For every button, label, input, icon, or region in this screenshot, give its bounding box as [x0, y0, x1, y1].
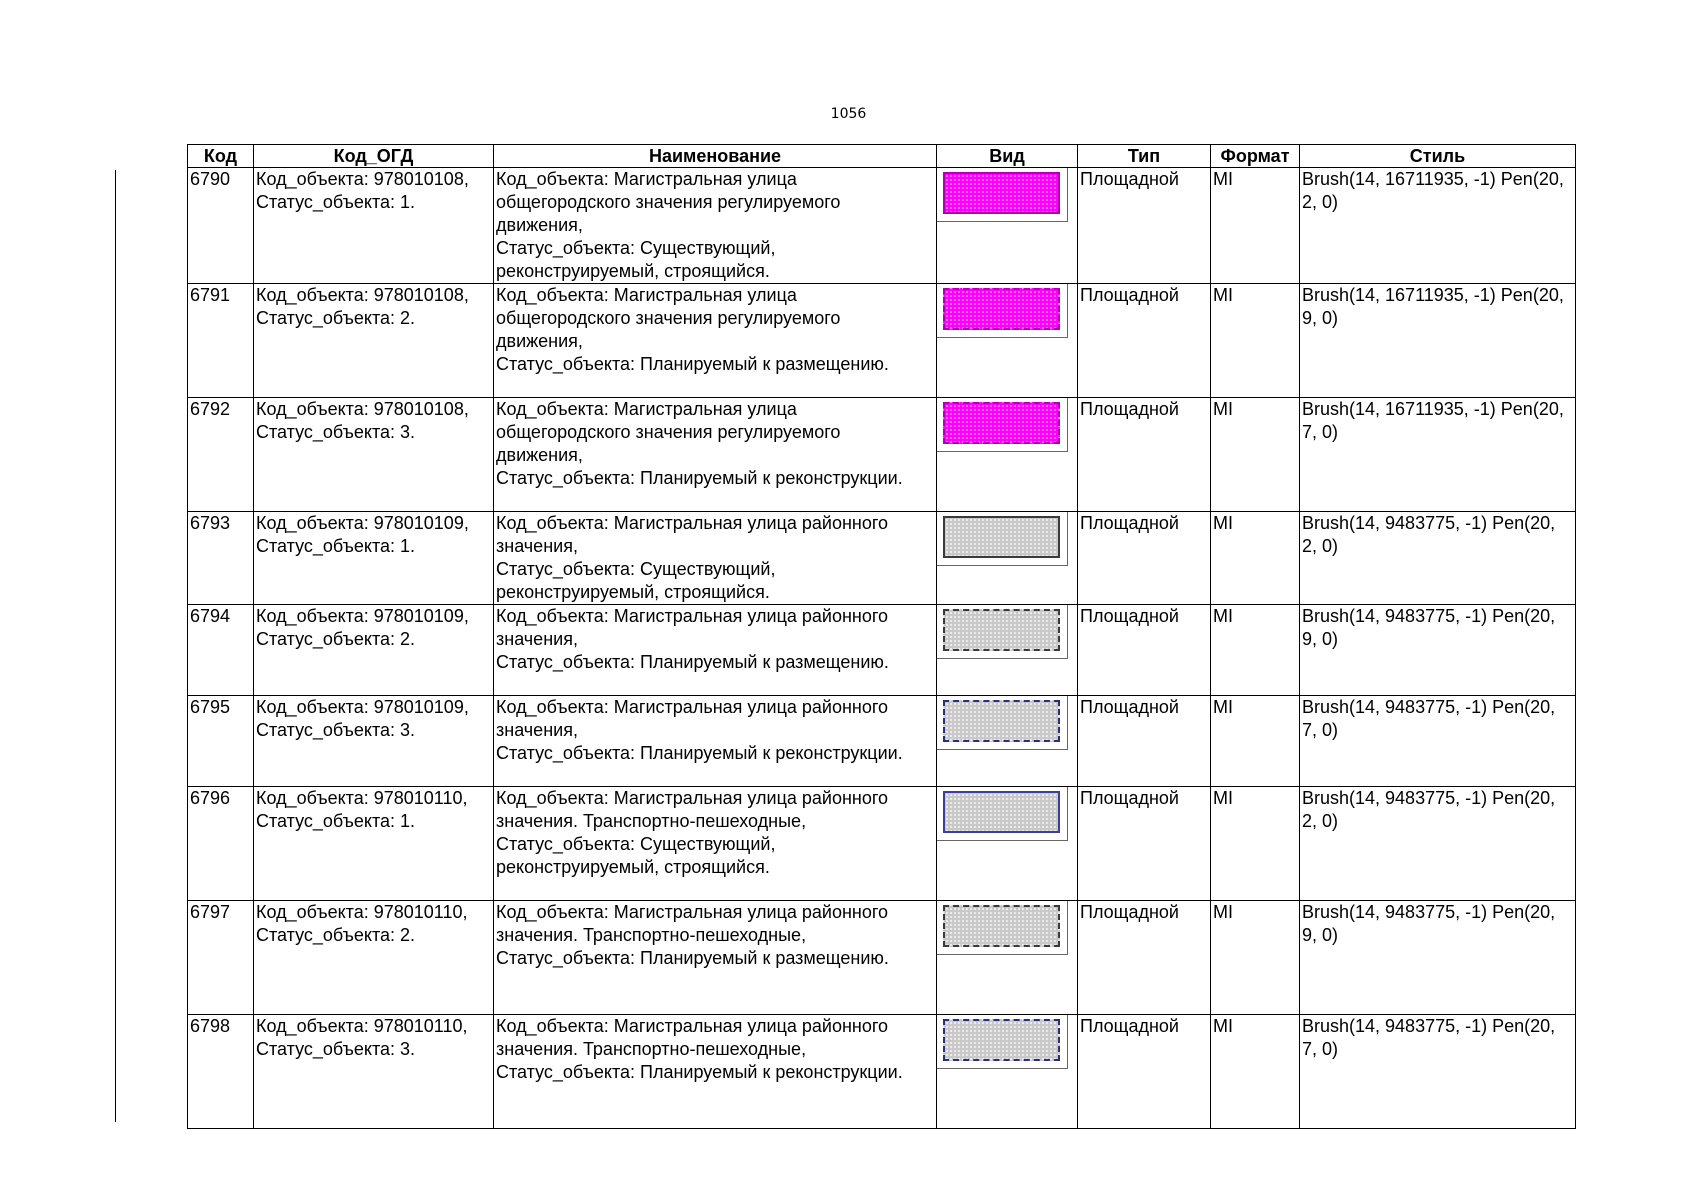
cell-style: Brush(14, 9483775, -1) Pen(20, 7, 0): [1300, 696, 1576, 787]
table-row: [188, 512, 1576, 605]
cell-style: Brush(14, 9483775, -1) Pen(20, 2, 0): [1300, 512, 1576, 605]
header-ogd: Код_ОГД: [254, 145, 494, 168]
header-name: Наименование: [494, 145, 937, 168]
table-row: [188, 1015, 1576, 1129]
cell-format: MI: [1211, 284, 1300, 398]
style-swatch: [943, 700, 1060, 742]
cell-type: Площадной: [1078, 901, 1211, 1015]
cell-format: MI: [1211, 398, 1300, 512]
cell-format: MI: [1211, 168, 1300, 284]
cell-style: Brush(14, 9483775, -1) Pen(20, 7, 0): [1300, 1015, 1576, 1129]
cell-view: [937, 398, 1078, 512]
cell-view: [937, 284, 1078, 398]
header-format: Формат: [1211, 145, 1300, 168]
cell-name: Код_объекта: Магистральная улица районного значения. Транспортно-пешеходные, Статус_объекта: Планируемый к размещению.: [494, 901, 937, 1015]
style-swatch: [943, 172, 1060, 214]
cell-name: Код_объекта: Магистральная улица районного значения. Транспортно-пешеходные, Статус_объекта: Существующий, реконструируемый, строящийся.: [494, 787, 937, 901]
cell-code: 6795: [188, 696, 254, 787]
cell-name: Код_объекта: Магистральная улица районного значения, Статус_объекта: Планируемый к реконструкции.: [494, 696, 937, 787]
cell-name: Код_объекта: Магистральная улица общегородского значения регулируемого движения, Статус_объекта: Планируемый к реконструкции.: [494, 398, 937, 512]
cell-style: Brush(14, 9483775, -1) Pen(20, 9, 0): [1300, 901, 1576, 1015]
cell-code: 6794: [188, 605, 254, 696]
style-swatch: [943, 905, 1060, 947]
cell-ogd: Код_объекта: 978010109, Статус_объекта: 3.: [254, 696, 494, 787]
cell-type: Площадной: [1078, 398, 1211, 512]
cell-view: [937, 512, 1078, 605]
cell-ogd: Код_объекта: 978010108, Статус_объекта: 3.: [254, 398, 494, 512]
style-swatch: [943, 791, 1060, 833]
cell-style: Brush(14, 9483775, -1) Pen(20, 2, 0): [1300, 787, 1576, 901]
legend-table: [187, 144, 1576, 1129]
cell-style: Brush(14, 16711935, -1) Pen(20, 7, 0): [1300, 398, 1576, 512]
header-view: Вид: [937, 145, 1078, 168]
cell-code: 6797: [188, 901, 254, 1015]
style-swatch: [943, 1019, 1060, 1061]
header-style: Стиль: [1300, 145, 1576, 168]
cell-ogd: Код_объекта: 978010110, Статус_объекта: 3.: [254, 1015, 494, 1129]
table-row: [188, 398, 1576, 512]
cell-name: Код_объекта: Магистральная улица районного значения, Статус_объекта: Существующий, реконструируемый, строящийся.: [494, 512, 937, 605]
table-row: [188, 901, 1576, 1015]
cell-ogd: Код_объекта: 978010110, Статус_объекта: 1.: [254, 787, 494, 901]
cell-type: Площадной: [1078, 787, 1211, 901]
swatch-frame: [937, 168, 1068, 222]
cell-view: [937, 696, 1078, 787]
table-row: [188, 284, 1576, 398]
cell-ogd: Код_объекта: 978010110, Статус_объекта: 2.: [254, 901, 494, 1015]
cell-code: 6798: [188, 1015, 254, 1129]
cell-format: MI: [1211, 787, 1300, 901]
style-swatch: [943, 402, 1060, 444]
cell-name: Код_объекта: Магистральная улица общегородского значения регулируемого движения, Статус_объекта: Существующий, реконструируемый, строящийся.: [494, 168, 937, 284]
cell-format: MI: [1211, 696, 1300, 787]
cell-style: Brush(14, 9483775, -1) Pen(20, 9, 0): [1300, 605, 1576, 696]
cell-ogd: Код_объекта: 978010109, Статус_объекта: 1.: [254, 512, 494, 605]
cell-code: 6790: [188, 168, 254, 284]
cell-ogd: Код_объекта: 978010108, Статус_объекта: 2.: [254, 284, 494, 398]
legend-body: [188, 168, 1576, 1129]
cell-view: [937, 605, 1078, 696]
cell-name: Код_объекта: Магистральная улица районного значения. Транспортно-пешеходные, Статус_объекта: Планируемый к реконструкции.: [494, 1015, 937, 1129]
header-code: Код: [188, 145, 254, 168]
cell-code: 6796: [188, 787, 254, 901]
cell-format: MI: [1211, 512, 1300, 605]
margin-line: [115, 170, 116, 1122]
table-row: [188, 696, 1576, 787]
header-row: [188, 145, 1576, 168]
header-type: Тип: [1078, 145, 1211, 168]
cell-name: Код_объекта: Магистральная улица районного значения, Статус_объекта: Планируемый к размещению.: [494, 605, 937, 696]
cell-code: 6792: [188, 398, 254, 512]
cell-code: 6793: [188, 512, 254, 605]
style-swatch: [943, 516, 1060, 558]
cell-format: MI: [1211, 1015, 1300, 1129]
cell-type: Площадной: [1078, 168, 1211, 284]
swatch-frame: [937, 901, 1068, 955]
cell-name: Код_объекта: Магистральная улица общегородского значения регулируемого движения, Статус_объекта: Планируемый к размещению.: [494, 284, 937, 398]
cell-type: Площадной: [1078, 284, 1211, 398]
style-swatch: [943, 609, 1060, 651]
table-row: [188, 787, 1576, 901]
cell-code: 6791: [188, 284, 254, 398]
cell-style: Brush(14, 16711935, -1) Pen(20, 9, 0): [1300, 284, 1576, 398]
swatch-frame: [937, 787, 1068, 841]
swatch-frame: [937, 284, 1068, 338]
cell-format: MI: [1211, 901, 1300, 1015]
cell-view: [937, 787, 1078, 901]
swatch-frame: [937, 512, 1068, 566]
table-row: [188, 605, 1576, 696]
cell-type: Площадной: [1078, 1015, 1211, 1129]
cell-view: [937, 168, 1078, 284]
swatch-frame: [937, 1015, 1068, 1069]
cell-type: Площадной: [1078, 512, 1211, 605]
swatch-frame: [937, 696, 1068, 750]
swatch-frame: [937, 605, 1068, 659]
cell-view: [937, 901, 1078, 1015]
cell-type: Площадной: [1078, 696, 1211, 787]
cell-type: Площадной: [1078, 605, 1211, 696]
cell-view: [937, 1015, 1078, 1129]
style-swatch: [943, 288, 1060, 330]
cell-ogd: Код_объекта: 978010109, Статус_объекта: 2.: [254, 605, 494, 696]
swatch-frame: [937, 398, 1068, 452]
cell-format: MI: [1211, 605, 1300, 696]
table-row: [188, 168, 1576, 284]
cell-style: Brush(14, 16711935, -1) Pen(20, 2, 0): [1300, 168, 1576, 284]
cell-ogd: Код_объекта: 978010108, Статус_объекта: 1.: [254, 168, 494, 284]
page-number: 1056: [830, 106, 867, 122]
